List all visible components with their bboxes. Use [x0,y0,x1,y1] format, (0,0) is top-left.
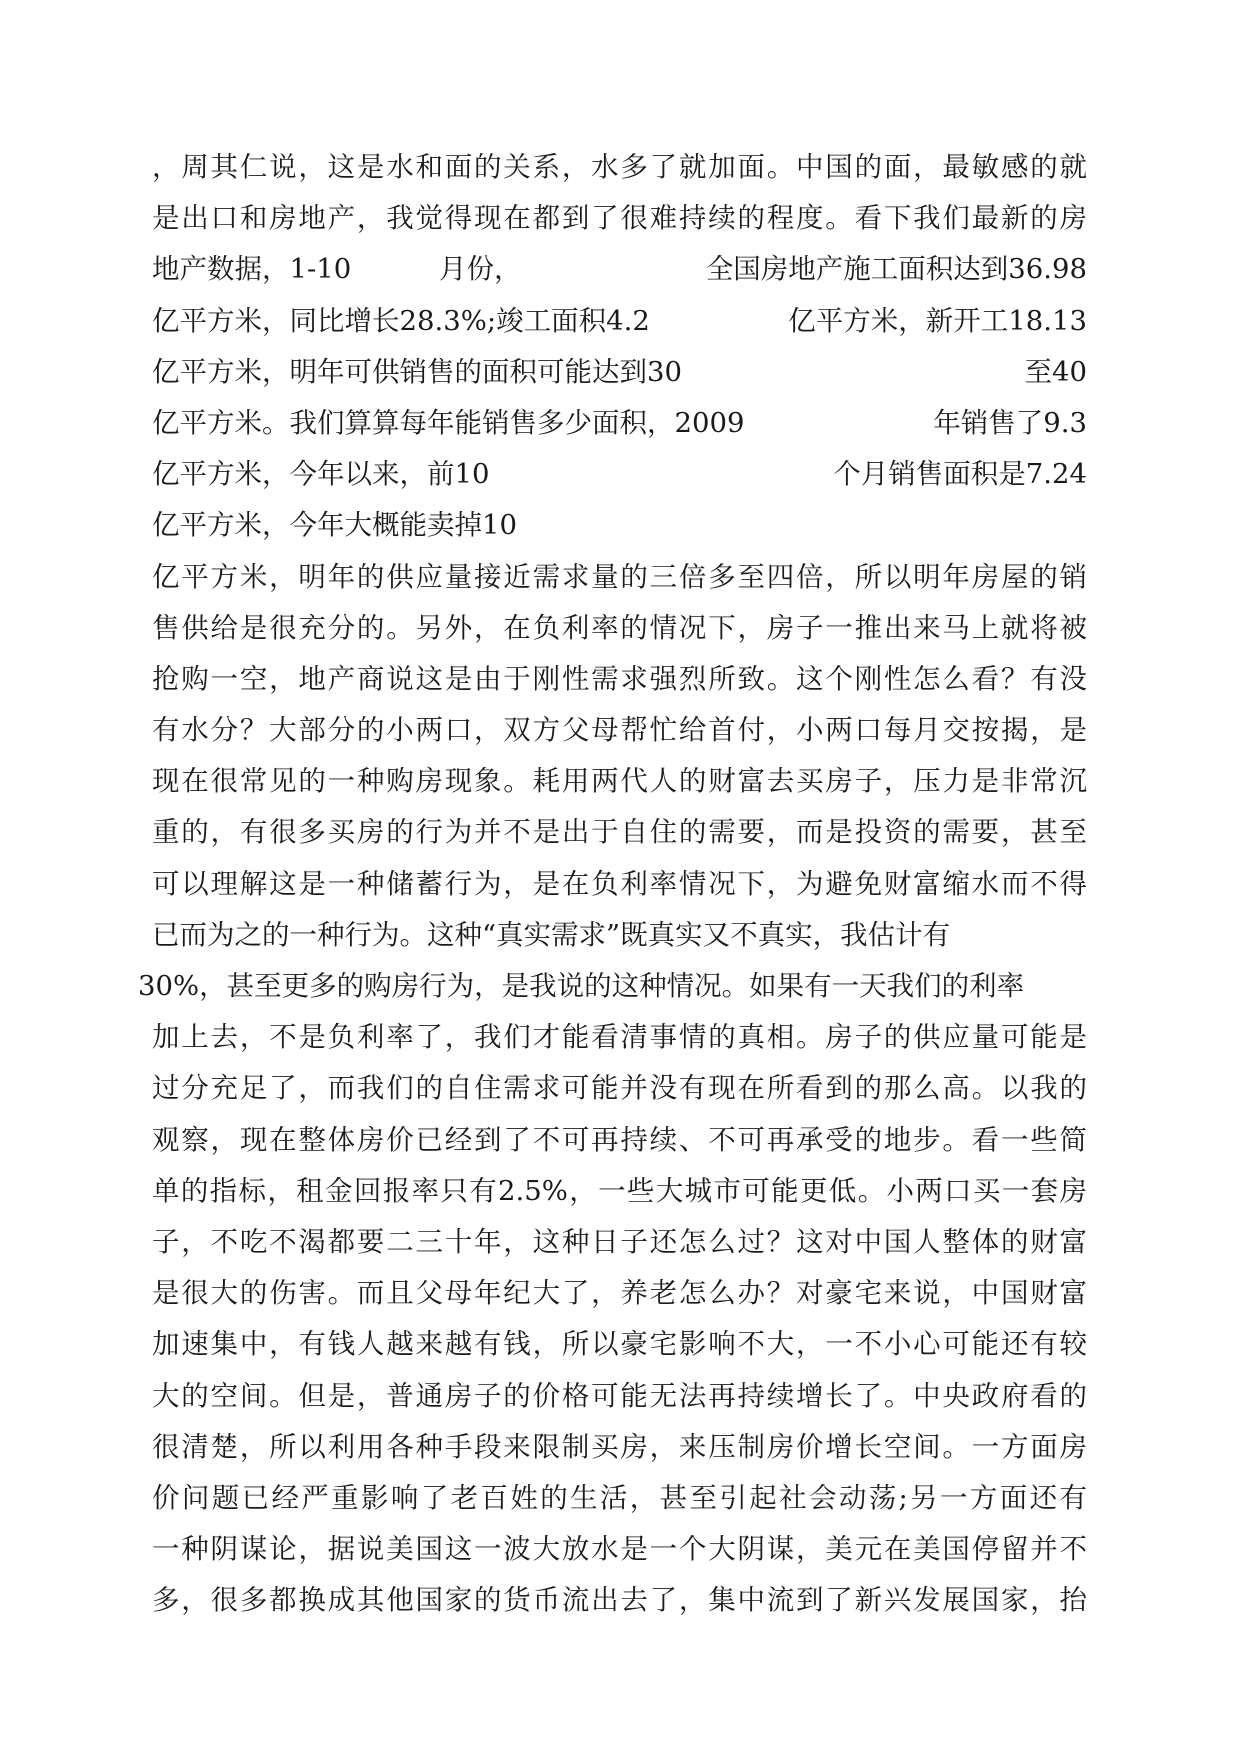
text-segment: 年销售了9.3 [933,406,1087,439]
text-segment: 亿平方米，新开工18.13 [788,304,1087,337]
text-segment: 亿平方米，明年可供销售的面积可能达到30 [152,355,682,388]
text-line: 现在很常见的一种购房现象。耗用两代人的财富去买房子，压力是非常沉 [152,765,1087,798]
text-segment: 月份， [439,253,522,286]
text-line: 观察，现在整体房价已经到了不可再持续、不可再承受的地步。看一些简 [152,1123,1087,1156]
text-line: 一种阴谋论，据说美国这一波大放水是一个大阴谋，美元在美国停留并不 [152,1533,1087,1566]
text-line: 大的空间。但是，普通房子的价格可能无法再持续增长了。中央政府看的 [152,1379,1087,1412]
text-line [152,296,1087,347]
text-line: 亿平方米，明年的供应量接近需求量的三倍多至四倍，所以明年房屋的销 [152,560,1087,593]
text-line [152,347,1087,398]
text-segment: 亿平方米，今年以来，前10 [152,458,490,491]
text-line: 是很大的伤害。而且父母年纪大了，养老怎么办？对豪宅来说，中国财富 [152,1277,1087,1310]
text-line: 重的，有很多买房的行为并不是出于自住的需要，而是投资的需要，甚至 [152,816,1087,849]
document-body [138,142,1087,1626]
text-line: 已而为之的一种行为。这种“真实需求”既真实又不真实，我估计有 [152,918,951,951]
text-line: 售供给是很充分的。另外，在负利率的情况下，房子一推出来马上就将被 [152,611,1087,644]
text-line: 加速集中，有钱人越来越有钱，所以豪宅影响不大，一不小心可能还有较 [152,1328,1087,1361]
text-line [152,449,1087,500]
text-line: 可以理解这是一种储蓄行为，是在负利率情况下，为避免财富缩水而不得 [152,867,1087,900]
text-line: 亿平方米，今年大概能卖掉10 [152,509,517,542]
text-line: 是出口和房地产，我觉得现在都到了很难持续的程度。看下我们最新的房 [152,202,1087,235]
text-line: 单的指标，租金回报率只有2.5%，一些大城市可能更低。小两口买一套房 [152,1174,1087,1207]
text-line: 抢购一空，地产商说这是由于刚性需求强烈所致。这个刚性怎么看？有没 [152,662,1087,695]
text-line: ，周其仁说，这是水和面的关系，水多了就加面。中国的面，最敏感的就 [152,151,1087,183]
text-segment: 全国房地产施工面积达到36.98 [705,253,1087,286]
text-segment: 亿平方米，同比增长28.3%;竣工面积4.2 [152,304,650,337]
text-line: 很清楚，所以利用各种手段来限制买房，来压制房价增长空间。一方面房 [152,1430,1087,1463]
text-line: 有水分？大部分的小两口，双方父母帮忙给首付，小两口每月交按揭，是 [152,714,1087,747]
text-line: 子，不吃不渴都要二三十年，这种日子还怎么过？这对中国人整体的财富 [152,1225,1087,1258]
text-line: 过分充足了，而我们的自住需求可能并没有现在所看到的那么高。以我的 [152,1072,1087,1105]
text-segment: 地产数据，1-10 [152,253,352,286]
text-line: 价问题已经严重影响了老百姓的生活，甚至引起社会动荡;另一方面还有 [152,1481,1087,1514]
text-segment: 亿平方米。我们算算每年能销售多少面积，2009 [152,406,745,439]
text-segment: 至40 [1024,355,1087,388]
text-line [152,244,1087,295]
text-line [152,398,1087,449]
text-line: 30%，甚至更多的购房行为，是我说的这种情况。如果有一天我们的利率 [138,970,1025,1002]
text-segment: 个月销售面积是7.24 [833,458,1087,491]
text-line: 加上去，不是负利率了，我们才能看清事情的真相。房子的供应量可能是 [152,1021,1087,1054]
text-line: 多，很多都换成其他国家的货币流出去了，集中流到了新兴发展国家，抬 [152,1584,1087,1617]
